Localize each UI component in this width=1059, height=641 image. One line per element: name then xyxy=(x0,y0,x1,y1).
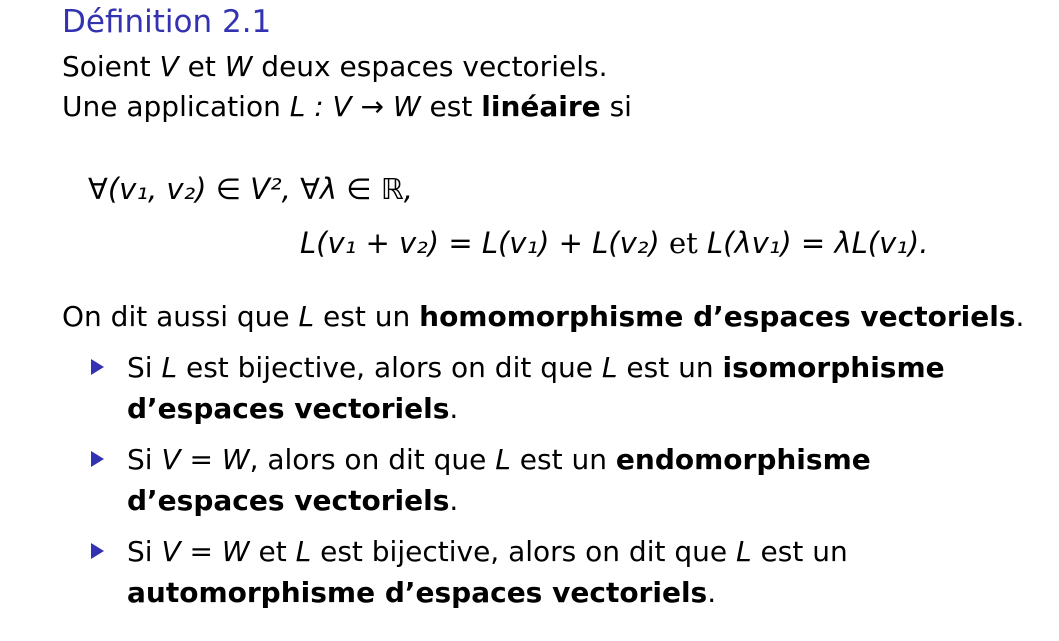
homomorphism-sentence: On dit aussi que L est un homomorphisme d’espaces vectoriels. xyxy=(62,300,1025,333)
term-lineaire: linéaire xyxy=(481,90,601,123)
definition-title: Définition 2.1 xyxy=(62,4,272,40)
bullet-triangle-icon xyxy=(91,451,104,467)
term-isomorphisme: isomorphisme xyxy=(722,351,945,384)
formula-linearity: L(v₁ + v₂) = L(v₁) + L(v₂) et L(λv₁) = λL(v₁). xyxy=(300,226,929,260)
bullet-triangle-icon xyxy=(91,359,104,375)
term-homomorphisme: homomorphisme d’espaces vectoriels xyxy=(419,300,1016,333)
definition-line-2: Une application L : V → W est linéaire si xyxy=(62,90,632,123)
term-endomorphisme: endomorphisme xyxy=(615,443,871,476)
bullet-triangle-icon xyxy=(91,543,104,559)
definition-line-1: Soient V et W deux espaces vectoriels. xyxy=(62,50,608,83)
linear-map-notation: L : V → W xyxy=(289,90,421,123)
term-automorphisme: automorphisme d’espaces vectoriels xyxy=(127,576,708,609)
formula-quantifiers: ∀(v₁, v₂) ∈ V², ∀λ ∈ ℝ, xyxy=(88,172,413,206)
